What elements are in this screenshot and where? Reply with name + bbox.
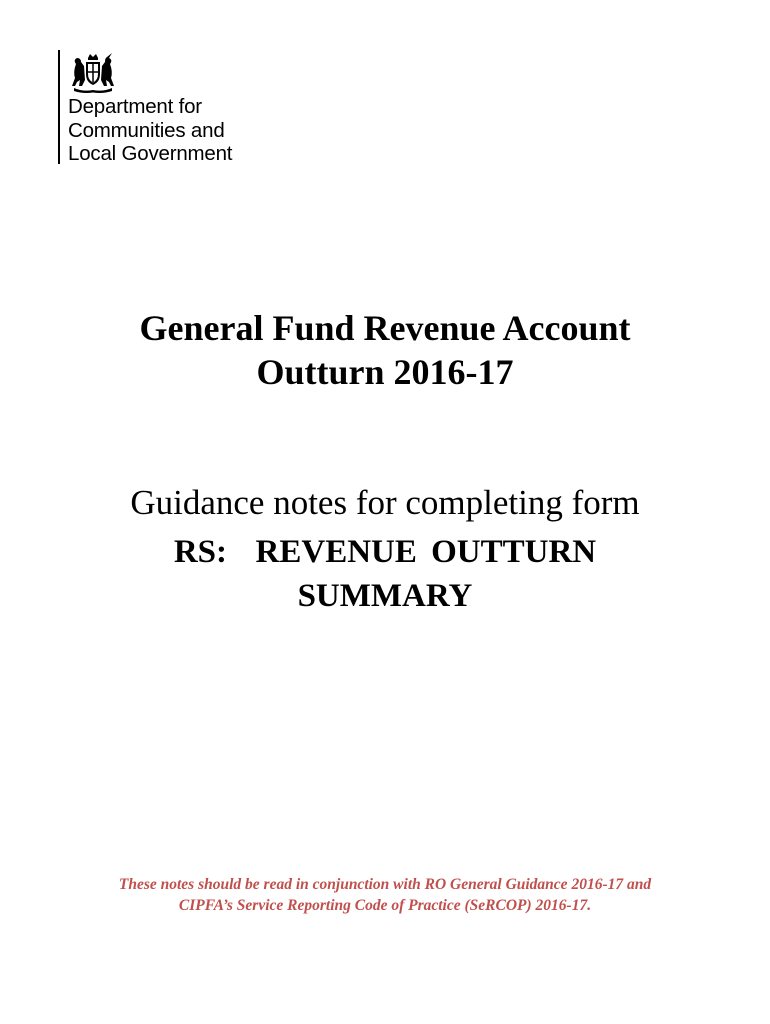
document-title: [0, 306, 770, 394]
guidance-subtitle: Guidance notes for completing form: [130, 483, 640, 522]
reading-note: [0, 874, 770, 916]
form-name-line: SUMMARY: [297, 578, 473, 614]
form-name-heading: [0, 530, 770, 618]
department-name-line: Department for: [68, 95, 202, 118]
reading-note-line: These notes should be read in conjunction with RO General Guidance 2016-17 and: [118, 876, 652, 893]
form-name-line: RS: REVENUE OUTTURN: [173, 534, 597, 570]
document-title-line: Outturn 2016-17: [256, 352, 514, 392]
department-logo: [58, 50, 288, 168]
department-name-line: Local Government: [68, 142, 233, 165]
reading-note-line: CIPFA’s Service Reporting Code of Practice (SeRCOP) 2016-17.: [178, 897, 592, 914]
logo-divider: [58, 50, 60, 164]
document-title-line: General Fund Revenue Account: [139, 308, 631, 348]
department-name: [68, 95, 232, 166]
royal-coat-of-arms-icon: [68, 52, 118, 94]
department-name-line: Communities and: [68, 118, 225, 142]
